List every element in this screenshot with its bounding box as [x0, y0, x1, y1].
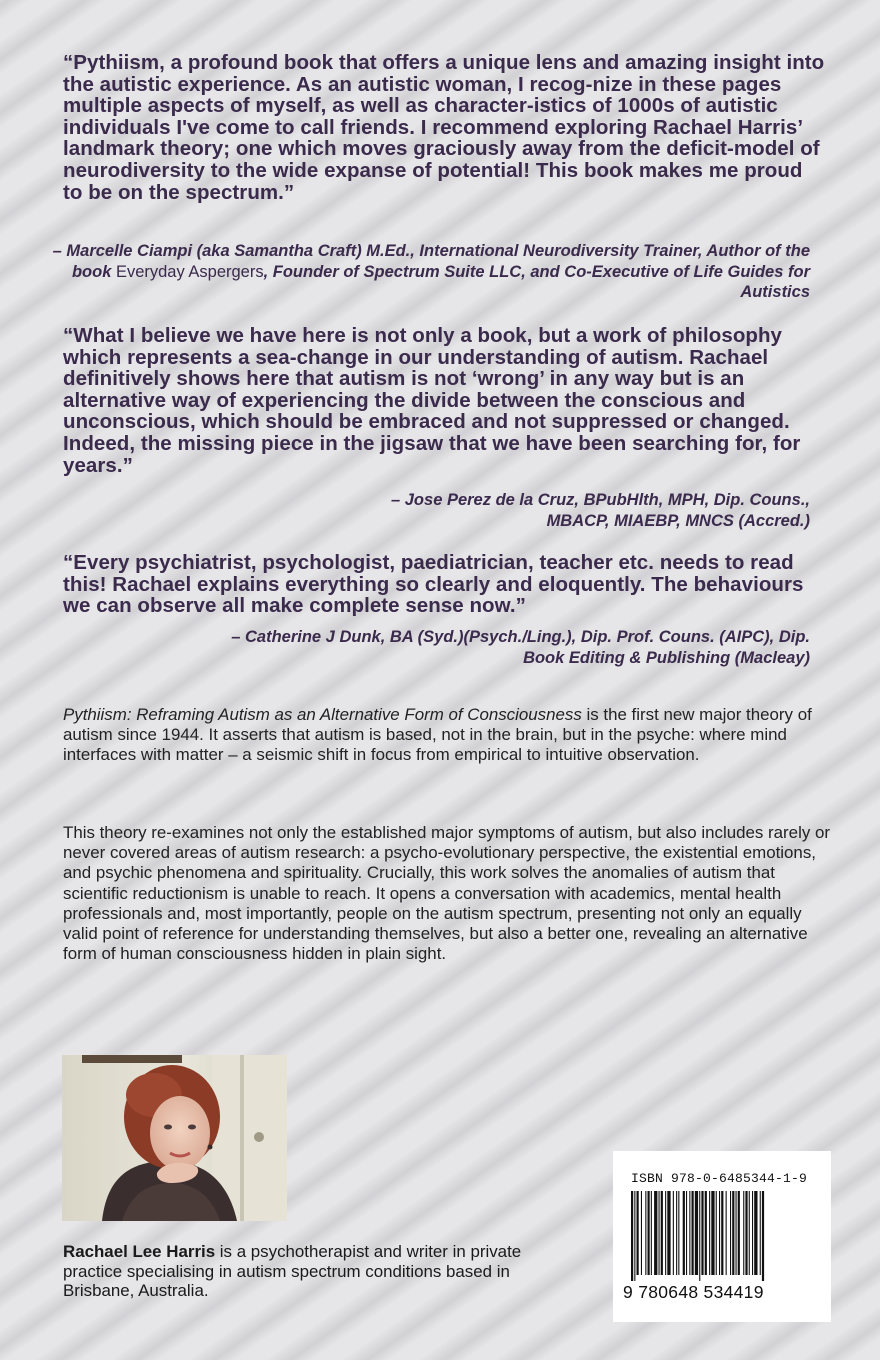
barcode-bar	[736, 1191, 737, 1275]
barcode-bar	[689, 1191, 690, 1275]
barcode-bar	[673, 1191, 674, 1275]
attribution-text: – Marcelle Ciampi (aka Samantha Craft) M.Ed., International Neurodiversity Trainer, Author of the book	[52, 242, 810, 281]
barcode-bar	[654, 1191, 657, 1275]
barcode-bar	[645, 1191, 646, 1275]
attribution-line: – Catherine J Dunk, BA (Syd.)(Psych./Ling.), Dip. Prof. Couns. (AIPC), Dip.	[231, 628, 810, 646]
quote-2: “What I believe we have here is not only a book, but a work of philosophy which represents a sea-change in our understanding of autism. Rachael definitively shows here that autism is not ‘wrong’ in any way but is an alternative way of experiencing the divide between the conscious and unconscious, which should be embraced and not suppressed or changed. Indeed, the missing piece in the jigsaw that we have been searching for, for years.”	[63, 324, 801, 477]
barcode-bar	[699, 1191, 700, 1281]
barcode-bar	[711, 1191, 714, 1275]
barcode-digits: 9 780648 534419	[623, 1282, 764, 1302]
barcode-bar	[760, 1191, 761, 1275]
barcode-bar	[641, 1191, 642, 1275]
author-name: Rachael Lee Harris	[63, 1242, 216, 1261]
author-bio-text: is a psychotherapist and writer in private practice specialising in autism spectrum conditions based in Brisbane, Australia.	[63, 1242, 522, 1300]
barcode-bar	[719, 1191, 720, 1275]
description-text: is the first new major theory of autism since 1944. It asserts that autism is based, not in the brain, but in the psyche: where mind interfaces with matter – a seismic shift in focus from empirical to intuitive observation.	[63, 705, 812, 765]
barcode-bar	[695, 1191, 698, 1275]
attribution-line: Book Editing & Publishing (Macleay)	[523, 648, 810, 667]
barcode-bar	[678, 1191, 679, 1275]
barcode-bar	[730, 1191, 731, 1275]
barcode-bar	[651, 1191, 652, 1275]
quote-3-attribution	[50, 627, 810, 668]
barcode-bar	[732, 1191, 734, 1275]
barcode-bar	[743, 1191, 744, 1275]
isbn-label: ISBN 978-0-6485344-1-9	[631, 1171, 808, 1186]
barcode-bar	[752, 1191, 753, 1275]
barcode-bar	[762, 1191, 764, 1281]
author-portrait-image	[62, 1055, 287, 1221]
barcode-bar	[686, 1191, 687, 1275]
barcode-bar	[631, 1191, 633, 1281]
barcode-bar	[648, 1191, 650, 1275]
barcode-bar	[749, 1191, 750, 1275]
attribution-text: , Founder of Spectrum Suite LLC, and Co-Executive of Life Guides for Autistics	[263, 262, 810, 302]
barcode-bar	[721, 1191, 723, 1275]
quote-1: “Pythiism, a profound book that offers a unique lens and amazing insight into the autistic experience. As an autistic woman, I recog-nize in these pages multiple aspects of myself, as well as character-istics of 1000s of autistic individuals I've come to call friends. I recommend exploring Rachael Harris’ landmark theory; one which moves graciously away from the deficit-model of neurodiversity to the wide expanse of potential! This book makes me proud to be on the spectrum.”	[63, 51, 825, 204]
quote-3: “Every psychiatrist, psychologist, paediatrician, teacher etc. needs to read this! Rachael explains everything so clearly and eloquently. The behaviours we can observe all make complete sense now.”	[63, 551, 804, 618]
barcode-bar	[661, 1191, 663, 1275]
barcode-bar	[667, 1191, 670, 1275]
book-title: Everyday Aspergers	[115, 262, 264, 281]
barcode-bar	[692, 1191, 694, 1275]
barcode-bar	[665, 1191, 666, 1275]
barcode-bar	[676, 1191, 677, 1275]
quote-1-attribution	[50, 241, 810, 303]
barcode-bar	[738, 1191, 740, 1275]
author-bio	[63, 1242, 543, 1301]
barcode-bar	[716, 1191, 717, 1275]
isbn-barcode	[613, 1151, 831, 1322]
barcode-bar	[726, 1191, 727, 1275]
attribution-line: – Jose Perez de la Cruz, BPubHlth, MPH, Dip. Couns.,	[391, 491, 810, 509]
quote-2-attribution	[50, 490, 810, 531]
barcode-bar	[659, 1191, 660, 1275]
barcode-bars	[623, 1191, 821, 1281]
barcode-bar	[745, 1191, 747, 1275]
barcode-bar	[637, 1191, 639, 1275]
description-paragraph-2: This theory re-examines not only the established major symptoms of autism, but also includes rarely or never covered areas of autism research: a psycho-evolutionary perspective, the existential emotions, and psychic phenomena and spirituality. Crucially, this work solves the anomalies of autism that scientific reductionism is unable to reach. It opens a conversation with academics, mental health professionals and, most importantly, people on the autism spectrum, presenting not only an equally valid point of reference for understanding themselves, but also a better one, revealing an alternative form of human consciousness hidden in plain sight.	[63, 823, 830, 964]
barcode-bar	[754, 1191, 757, 1275]
book-title-italic: Pythiism: Reframing Autism as an Alternative Form of Consciousness	[63, 705, 582, 724]
barcode-bar	[709, 1191, 710, 1275]
description-paragraph-1	[63, 705, 831, 766]
barcode-bar	[701, 1191, 703, 1275]
barcode-bar	[634, 1191, 635, 1281]
attribution-line: MBACP, MIAEBP, MNCS (Accred.)	[546, 511, 810, 530]
barcode-bar	[683, 1191, 685, 1275]
author-photo	[62, 1055, 287, 1221]
barcode-bar	[705, 1191, 707, 1275]
